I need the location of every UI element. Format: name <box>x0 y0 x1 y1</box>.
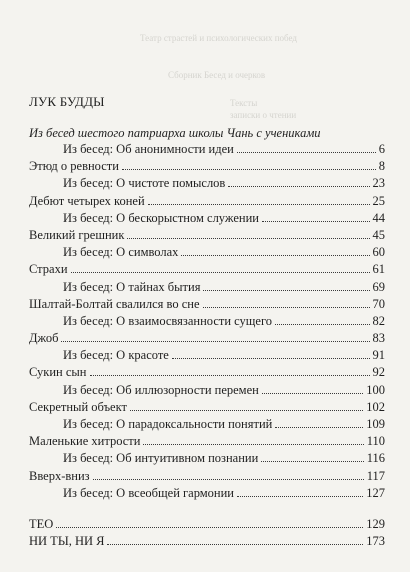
entry-title: Страхи <box>29 262 68 277</box>
page-number: 82 <box>372 313 385 328</box>
dot-leader <box>275 427 363 428</box>
dot-leader <box>107 544 363 545</box>
entry-title: Великий грешник <box>29 227 125 242</box>
entry-title: Секретный объект <box>29 399 127 414</box>
entry-title: ТЕО <box>29 516 54 531</box>
dot-leader <box>275 324 369 325</box>
toc-subentry <box>29 382 385 399</box>
page-number: 25 <box>372 193 385 208</box>
entry-title: Из бесед: О бескорыстном служении <box>63 210 259 225</box>
entry-title: Из бесед: Об анонимности идеи <box>63 142 234 156</box>
toc-entry <box>29 516 385 533</box>
page-number: 44 <box>372 210 385 225</box>
bleed-through-text: записки о чтении <box>230 110 297 120</box>
dot-leader <box>130 410 363 411</box>
toc-subentry <box>29 450 385 467</box>
page-number: 83 <box>372 331 385 346</box>
toc-entry <box>29 399 385 416</box>
toc-subentry <box>29 313 385 330</box>
dot-leader <box>228 186 369 187</box>
entry-title: Из бесед: О тайнах бытия <box>63 279 201 294</box>
page-number: 92 <box>372 365 385 380</box>
dot-leader <box>127 238 369 239</box>
entry-title: Из бесед: Об иллюзорности перемен <box>63 382 259 397</box>
page-number: 69 <box>372 279 385 294</box>
entry-title: Из бесед: О красоте <box>63 348 169 363</box>
toc-entry <box>29 296 385 313</box>
entry-title: Вверх-вниз <box>29 468 90 483</box>
dot-leader <box>237 152 376 153</box>
entry-title: НИ ТЫ, НИ Я <box>29 534 105 549</box>
dot-leader <box>261 461 363 462</box>
dot-leader <box>90 375 370 376</box>
entry-title: Этюд о ревности <box>29 159 119 174</box>
page-number: 110 <box>366 434 385 449</box>
dot-leader <box>203 307 370 308</box>
toc-subentry <box>29 141 385 158</box>
entry-title: Из бесед: О парадоксальности понятий <box>63 417 273 431</box>
page-number: 61 <box>372 262 385 277</box>
section-title: ЛУК БУДДЫ <box>29 94 105 109</box>
dot-leader <box>237 496 363 497</box>
toc-entry <box>29 433 385 450</box>
dot-leader <box>148 204 370 205</box>
page-number: 173 <box>366 534 385 549</box>
toc-entries <box>29 141 385 502</box>
toc-entry <box>29 193 385 210</box>
entry-title: Шалтай-Болтай свалился во сне <box>29 296 200 311</box>
table-of-contents <box>29 94 385 550</box>
entry-title: Из бесед: О чистоте помыслов <box>63 176 226 191</box>
page-number: 109 <box>366 417 385 431</box>
page-number: 23 <box>372 176 385 191</box>
toc-entry <box>29 158 385 175</box>
bleed-through-text: Театр страстей и психологических побед <box>140 33 297 43</box>
toc-entry <box>29 364 385 381</box>
bleed-through-text: Сборник Бесед и очерков <box>168 70 266 80</box>
dot-leader <box>203 290 369 291</box>
bleed-through-text: Тексты <box>230 98 258 108</box>
entry-title: Из бесед: О символах <box>63 245 179 260</box>
dot-leader <box>262 221 370 222</box>
toc-entry <box>29 533 385 550</box>
dot-leader <box>122 169 376 170</box>
entry-title: Джоб <box>29 331 59 346</box>
page-number: 127 <box>366 485 385 500</box>
page-number: 129 <box>366 516 385 531</box>
page-number: 6 <box>378 142 385 156</box>
toc-subentry <box>29 244 385 261</box>
entry-title: Из бесед: О всеобщей гармонии <box>63 485 234 500</box>
entry-title: Из бесед: Об интуитивном познании <box>63 451 259 466</box>
toc-subentry <box>29 485 385 502</box>
toc-subentry <box>29 175 385 192</box>
page-number: 117 <box>366 468 385 483</box>
dot-leader <box>56 527 363 528</box>
toc-subentry <box>29 210 385 227</box>
toc-tail-entries <box>29 516 385 550</box>
dot-leader <box>143 444 363 445</box>
dot-leader <box>172 358 370 359</box>
toc-subentry <box>29 347 385 364</box>
page-number: 91 <box>372 348 385 363</box>
toc-entry <box>29 261 385 278</box>
entry-title: Сукин сын <box>29 365 87 380</box>
page-number: 70 <box>372 296 385 311</box>
dot-leader <box>71 272 370 273</box>
toc-subentry <box>29 416 385 433</box>
toc-subentry <box>29 279 385 296</box>
dot-leader <box>61 341 369 342</box>
page-number: 60 <box>372 245 385 260</box>
toc-entry <box>29 468 385 485</box>
dot-leader <box>93 479 364 480</box>
dot-leader <box>181 255 369 256</box>
page-number: 116 <box>366 451 385 466</box>
entry-title: Из бесед: О взаимосвязанности сущего <box>63 313 273 328</box>
page-number: 102 <box>366 399 385 414</box>
page-number: 8 <box>378 159 385 174</box>
toc-entry <box>29 330 385 347</box>
section-intro: Из бесед шестого патриарха школы Чань с учениками <box>29 126 321 140</box>
entry-title: Маленькие хитрости <box>29 434 141 449</box>
page-number: 45 <box>372 227 385 242</box>
spacer <box>29 502 385 516</box>
entry-title: Дебют четырех коней <box>29 193 145 208</box>
page-number: 100 <box>366 382 385 397</box>
dot-leader <box>262 393 363 394</box>
toc-entry <box>29 227 385 244</box>
